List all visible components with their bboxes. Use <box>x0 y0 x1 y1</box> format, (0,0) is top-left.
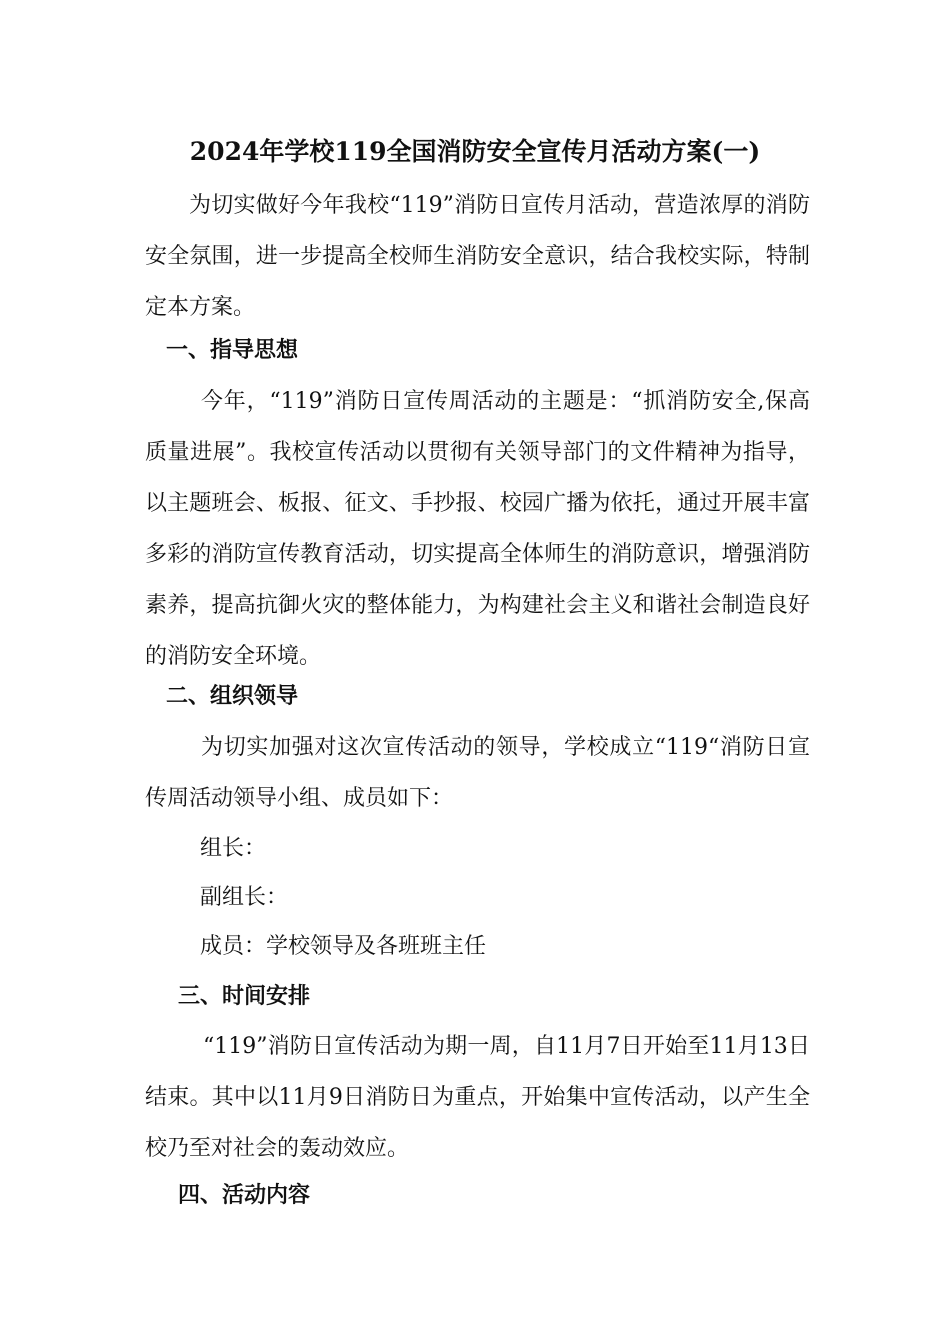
section-body-organization: 为切实加强对这次宣传活动的领导，学校成立“119“消防日宣传周活动领导小组、成员如下： <box>145 735 810 811</box>
document-title: 2024年学校119全国消防安全宣传月活动方案(一) <box>189 137 761 166</box>
members-line: 成员：学校领导及各班班主任 <box>200 934 487 959</box>
section-heading-organization: 二、组织领导 <box>166 683 299 709</box>
section-heading-guiding-ideology: 一、指导思想 <box>166 337 299 363</box>
section-heading-schedule: 三、时间安排 <box>178 983 311 1009</box>
intro-paragraph: 为切实做好今年我校“119”消防日宣传月活动，营造浓厚的消防安全氛围，进一步提高全校师生消防安全意识，结合我校实际，特制定本方案。 <box>145 193 810 320</box>
section-body-schedule: “119”消防日宣传活动为期一周，自11月7日开始至11月13日结束。其中以11月9日消防日为重点，开始集中宣传活动，以产生全校乃至对社会的轰动效应。 <box>145 1034 810 1161</box>
section-body-guiding-ideology: 今年，“119”消防日宣传周活动的主题是：“抓消防安全,保高质量进展”。我校宣传活动以贯彻有关领导部门的文件精神为指导，以主题班会、板报、征文、手抄报、校园广播为依托，通过开展丰富多彩的消防宣传教育活动，切实提高全体师生的消防意识，增强消防素养，提高抗御火灾的整体能力，为构建社会主义和谐社会制造良好的消防安全环境。 <box>145 389 810 669</box>
section-heading-activities: 四、活动内容 <box>178 1182 311 1208</box>
leader-line: 组长： <box>200 836 267 861</box>
deputy-leader-line: 副组长： <box>200 885 289 910</box>
